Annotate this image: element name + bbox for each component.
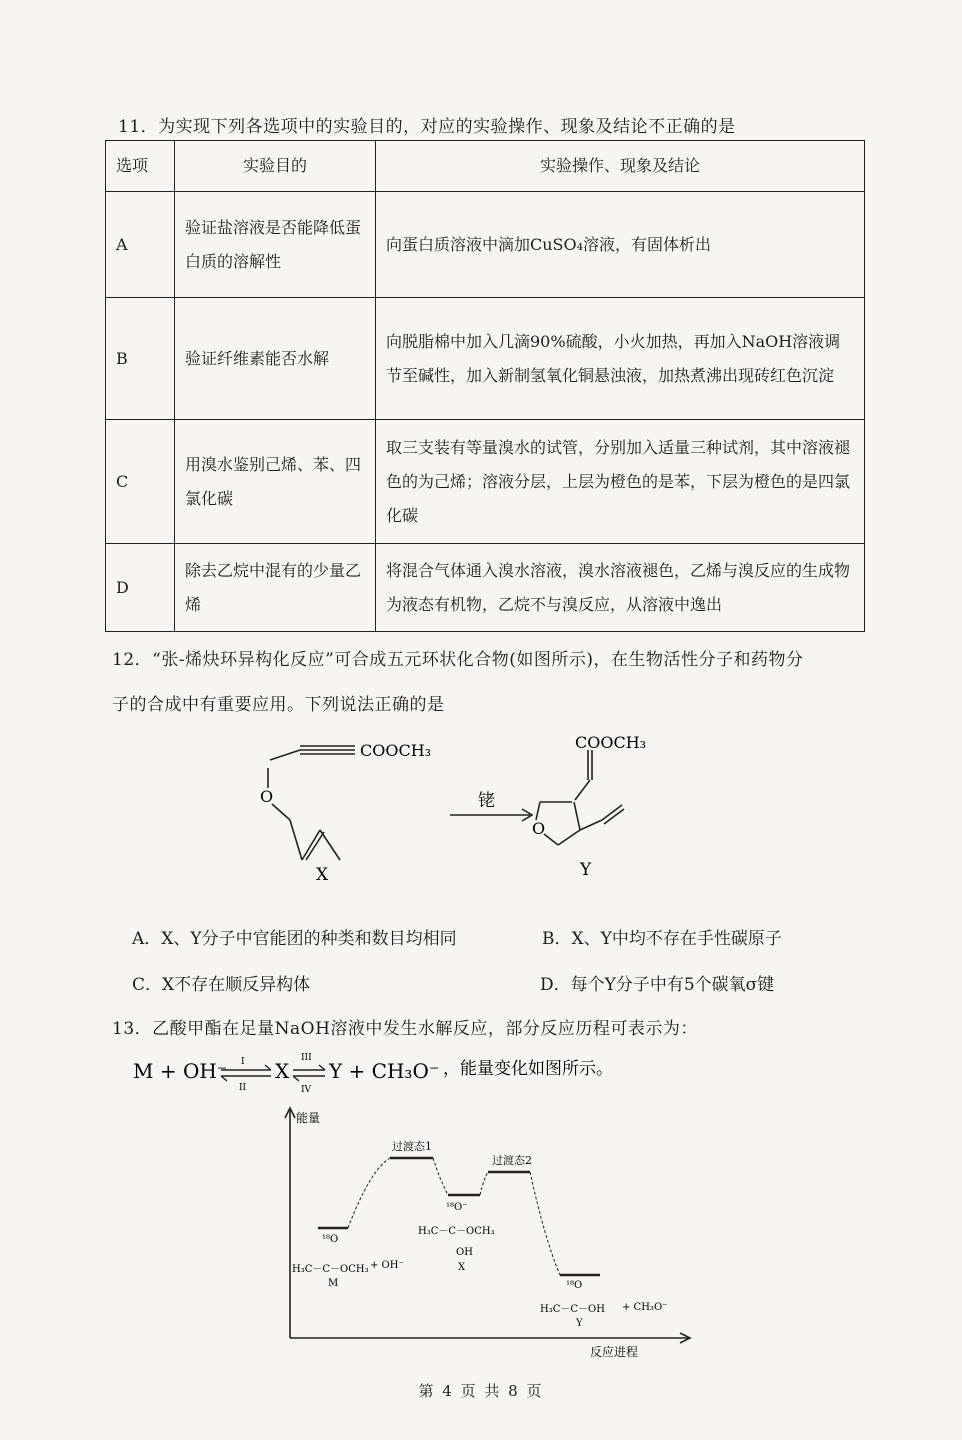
eq-tail: ，能量变化如图所示。 xyxy=(443,1059,613,1079)
q12-option-a: A．X、Y分子中官能团的种类和数目均相同 xyxy=(132,929,457,949)
catalyst-label: 铑 xyxy=(478,791,495,811)
q12-stem-line2: 子的合成中有重要应用。下列说法正确的是 xyxy=(112,695,445,715)
q12-option-d: D．每个Y分子中有5个碳氧σ键 xyxy=(540,975,775,995)
header-operation: 实验操作、现象及结论 xyxy=(376,141,865,192)
equilibrium-arrow-1 xyxy=(221,1065,271,1081)
row-option: D xyxy=(106,544,175,632)
q12-stem-line1: 12．“张-烯炔环异构化反应”可合成五元环状化合物(如图所示)，在生物活性分子和药物分 xyxy=(112,650,804,670)
step-ii: II xyxy=(239,1083,247,1092)
q13-stem: 13．乙酸甲酯在足量NaOH溶液中发生水解反应，部分反应历程可表示为： xyxy=(112,1019,698,1039)
header-goal: 实验目的 xyxy=(175,141,376,192)
m-iso-oxygen: ¹⁸O xyxy=(322,1234,339,1245)
step-iv: IV xyxy=(301,1085,312,1092)
m-formula: H₃C－C－OCH₃ xyxy=(292,1264,369,1275)
row-option: A xyxy=(106,192,175,298)
x-iso-oxygen: ¹⁸O⁻ xyxy=(446,1202,468,1213)
m-extra: + OH⁻ xyxy=(370,1260,404,1271)
table-header-row xyxy=(106,141,865,192)
row-option: C xyxy=(106,420,175,544)
table-row xyxy=(106,544,865,632)
q11-stem: 11．为实现下列各选项中的实验目的，对应的实验操作、现象及结论不正确的是 xyxy=(118,117,736,137)
row-goal: 验证纤维素能否水解 xyxy=(175,298,376,420)
ts1-label: 过渡态1 xyxy=(392,1140,432,1153)
y-extra: + CH₃O⁻ xyxy=(622,1302,668,1313)
q12-option-c: C．X不存在顺反异构体 xyxy=(132,975,311,995)
eq-left: M + OH⁻ xyxy=(133,1059,228,1083)
row-goal: 用溴水鉴别己烯、苯、四氯化碳 xyxy=(175,420,376,544)
step-iii: III xyxy=(301,1053,312,1063)
step-i: I xyxy=(241,1057,245,1067)
eq-mid: X xyxy=(275,1059,290,1083)
table-row xyxy=(106,420,865,544)
row-operation: 取三支装有等量溴水的试管，分别加入适量三种试剂，其中溶液褪色的为己烯；溶液分层，上层为橙色的是苯，下层为橙色的是四氯化碳 xyxy=(376,420,865,544)
y-label: Y xyxy=(580,860,592,880)
header-option: 选项 xyxy=(106,141,175,192)
m-label: M xyxy=(328,1278,339,1289)
molecule-x xyxy=(268,746,355,860)
axis-x-label: 反应进程 xyxy=(590,1345,639,1359)
row-operation: 将混合气体通入溴水溶液，溴水溶液褪色，乙烯与溴反应的生成物为液态有机物，乙烷不与溴反应，从溶液中逸出 xyxy=(376,544,865,632)
y-ring-oxygen: O xyxy=(532,819,546,838)
y-iso-oxygen: ¹⁸O xyxy=(566,1280,583,1291)
x-label-diagram: X xyxy=(458,1262,466,1273)
eq-right: Y + CH₃O⁻ xyxy=(329,1059,440,1083)
x-formula: H₃C－C－OCH₃ xyxy=(418,1226,495,1237)
y-formula: H₃C－C－OH xyxy=(540,1304,605,1315)
energy-diagram xyxy=(270,1100,710,1365)
table-row xyxy=(106,298,865,420)
y-label-diagram: Y xyxy=(576,1318,583,1329)
q12-reaction-scheme xyxy=(240,720,720,900)
row-operation: 向脱脂棉中加入几滴90%硫酸，小火加热，再加入NaOH溶液调节至碱性，加入新制氢氧化铜悬浊液，加热煮沸出现砖红色沉淀 xyxy=(376,298,865,420)
y-ester-group: COOCH₃ xyxy=(575,733,647,752)
row-goal: 验证盐溶液是否能降低蛋白质的溶解性 xyxy=(175,192,376,298)
row-option: B xyxy=(106,298,175,420)
experiment-table xyxy=(105,140,865,632)
row-goal: 除去乙烷中混有的少量乙烯 xyxy=(175,544,376,632)
page-footer: 第 4 页 共 8 页 xyxy=(418,1382,544,1400)
table-row xyxy=(106,192,865,298)
equilibrium-arrow-2 xyxy=(293,1065,325,1081)
axis-y-label: 能量 xyxy=(296,1111,321,1125)
x-label: X xyxy=(316,865,329,885)
molecule-y xyxy=(536,750,624,845)
energy-path xyxy=(348,1158,560,1275)
q13-equation xyxy=(125,1048,645,1092)
x-ester-group: COOCH₃ xyxy=(360,741,432,760)
x-ring-oxygen: O xyxy=(260,787,274,806)
x-hydroxyl: OH xyxy=(456,1247,473,1258)
row-operation: 向蛋白质溶液中滴加CuSO₄溶液，有固体析出 xyxy=(376,192,865,298)
q12-option-b: B．X、Y中均不存在手性碳原子 xyxy=(542,929,782,949)
ts2-label: 过渡态2 xyxy=(492,1154,532,1167)
